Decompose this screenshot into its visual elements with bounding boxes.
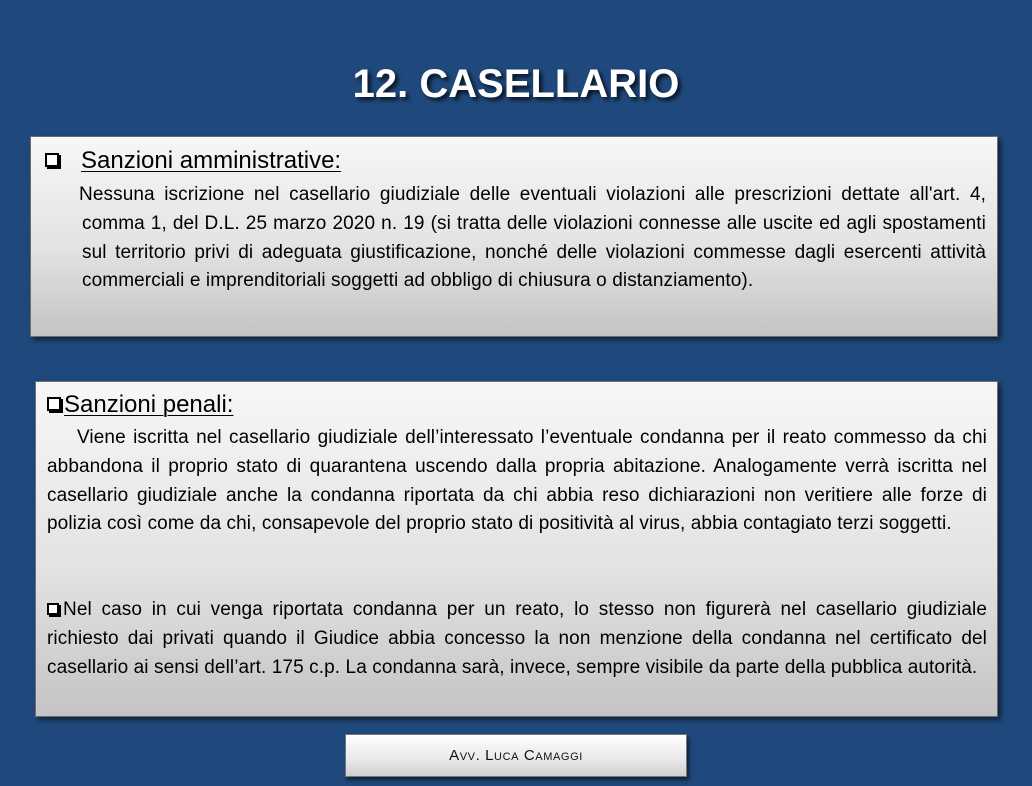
penal-sanctions-heading	[47, 391, 233, 419]
footer-author-label: Avv. Luca Camaggi	[449, 747, 583, 764]
penal-sanctions-text: Viene iscritta nel casellario giudiziale dell’interessato l’eventuale condanna per il reato commesso da chi abbandona il proprio stato di quarantena uscendo dalla propria abitazione. Analogamente verrà iscritta nel casellario giudiziale anche la condanna riportata da chi abbia reso dichiarazioni non veritiere alle forze di polizia così come da chi, consapevole del proprio stato di positività al virus, abbia contagiato terzi soggetti.	[47, 427, 987, 535]
admin-sanctions-heading-label: Sanzioni amministrative:	[81, 147, 342, 174]
checkbox-icon	[45, 153, 59, 167]
penal-sanctions-panel	[35, 381, 998, 717]
checkbox-icon	[47, 603, 59, 615]
admin-sanctions-heading	[45, 147, 341, 175]
penal-sanctions-heading-label: Sanzioni penali:	[64, 391, 234, 418]
slide-title: 12. CASELLARIO	[352, 62, 680, 106]
admin-sanctions-text: Nessuna iscrizione nel casellario giudiziale delle eventuali violazioni alle prescrizioni dettate all'art. 4, comma 1, del D.L. 25 marzo 2020 n. 19 (si tratta delle violazioni connesse alle uscite ed agli spostamenti sul territorio privi di adeguata giustificazione, nonché delle violazioni commesse dagli esercenti attività commerciali e imprenditoriali soggetti ad obbligo di chiusura o distanziamento).	[79, 184, 986, 292]
footer-author-box	[345, 734, 687, 777]
penal-sanctions-note-text: Nel caso in cui venga riportata condanna per un reato, lo stesso non figurerà nel casellario giudiziale richiesto dai privati quando il Giudice abbia concesso la non menzione della condanna nel certificato del casellario ai sensi dell’art. 175 c.p. La condanna sarà, invece, sempre visibile da parte della pubblica autorità.	[47, 599, 987, 678]
checkbox-icon	[47, 397, 61, 411]
admin-sanctions-panel	[30, 136, 998, 337]
penal-sanctions-note	[47, 596, 987, 682]
